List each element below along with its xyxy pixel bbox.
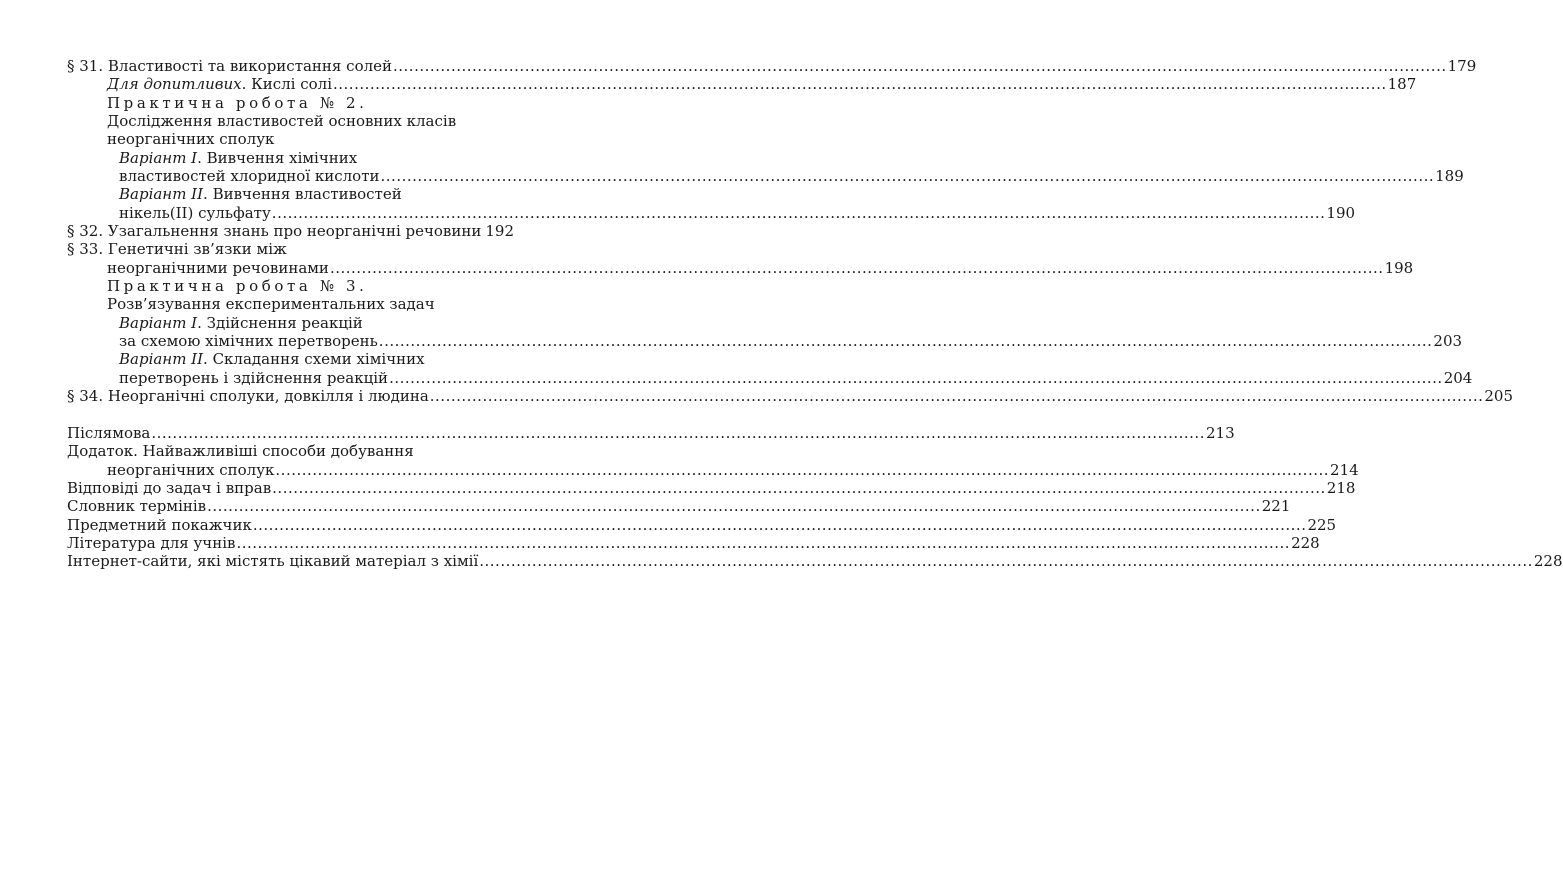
entry-title: Інтернет-сайти, які містять цікавий матеріал з хімії [67,552,479,570]
toc-entry [107,112,514,130]
italic-label: Варіант I [119,314,198,332]
toc-entry-text [119,204,271,222]
toc-entry [119,185,514,203]
toc-entry [119,350,514,368]
entry-title: . Здійснення реакцій [197,314,363,332]
toc-entry [119,369,1473,387]
toc-entry [119,314,514,332]
entry-title: Генетичні зв’язки між [107,240,287,258]
toc-entry [119,167,1464,185]
page-number: 192 [485,222,514,240]
page-number: 189 [1435,167,1464,185]
entry-title: Розв’язування експериментальних задач [107,295,435,313]
toc-entry [119,332,1463,350]
entry-title: Література для учнів [67,534,236,552]
entry-title: Неорганічні сполуки, довкілля і людина [107,387,429,405]
toc-entry-text [67,497,206,515]
dot-leader: ........................................................................................................................................................................................................ [389,369,1443,387]
dot-leader: ........................................................................................................................................................................................................ [252,516,1307,534]
dot-leader: ........................................................................................................................................................................................................ [275,461,1330,479]
toc-entry-text [67,240,287,258]
entry-title: Післямова [67,424,151,442]
page-number: 198 [1384,259,1414,277]
page-number: 204 [1443,369,1473,387]
entry-title: . Вивчення властивостей [203,185,402,203]
toc-entry [67,240,514,258]
toc-entry-text [67,516,252,534]
dot-leader: ........................................................................................................................................................................................................ [207,497,1261,515]
entry-title: неорганічних сполук [107,461,275,479]
entry-title: Узагальнення знань про неорганічні речовини [107,222,482,240]
toc-entry [67,387,1514,405]
toc-entry-text [119,167,380,185]
dot-leader: ........................................................................................................................................................................................................ [380,167,1435,185]
toc-entry-text [67,479,271,497]
toc-entry-text [119,369,388,387]
toc-entry [107,461,1359,479]
page-number: 190 [1326,204,1356,222]
toc-entry-text [67,424,150,442]
entry-title: Додаток. Найважливіші способи добування [67,442,414,460]
italic-label: Варіант I [119,149,198,167]
page-number: 213 [1205,424,1235,442]
dot-leader: ........................................................................................................................................................................................................ [333,75,1387,93]
section-number: § 32. [67,222,108,240]
toc-entry-text [107,295,435,313]
dot-leader: ........................................................................................................................................................................................................ [151,424,1205,442]
entry-title: Практична робота № 3. [107,277,368,295]
toc-entry-text [67,534,235,552]
dot-leader: ........................................................................................................................................................................................................ [429,387,1484,405]
toc-entry [107,295,514,313]
toc-entry-text [107,112,456,130]
section-number: § 34. [67,387,108,405]
page-number: 214 [1330,461,1359,479]
page-number: 203 [1433,332,1463,350]
page-number: 228 [1533,552,1563,570]
toc-entry [67,497,1291,515]
page-number: 221 [1261,497,1291,515]
toc-entry-text [67,387,429,405]
toc-entry-text [107,277,368,295]
toc-entry [107,130,514,148]
toc-entry [67,424,1235,442]
toc-entry-text [119,185,402,203]
toc-entry-text [119,314,363,332]
dot-leader: ........................................................................................................................................................................................................ [393,57,1447,75]
toc-entry [67,442,514,460]
toc-entry [67,479,1356,497]
toc-entry [107,75,1417,93]
toc-entry [107,94,514,112]
italic-label: Варіант II [119,185,204,203]
dot-leader: ........................................................................................................................................................................................................ [236,534,1291,552]
entry-title: . Вивчення хімічних [197,149,358,167]
toc-entry-text [119,350,425,368]
dot-leader: ........................................................................................................................................................................................................ [329,259,1384,277]
entry-title: Відповіді до задач і вправ [67,479,272,497]
entry-title: нікель(ІІ) сульфату [119,204,271,222]
page-number: 187 [1387,75,1417,93]
toc-entry-text [119,332,378,350]
toc-entry [107,259,1414,277]
toc-entry [67,57,1477,75]
entry-title: неорганічних сполук [107,130,275,148]
entry-title: властивостей хлоридної кислоти [119,167,380,185]
page-number: 179 [1447,57,1477,75]
toc-entry-text [119,149,357,167]
toc-entry-text [67,57,392,75]
toc-entry-text [107,461,274,479]
page-number: 225 [1307,516,1337,534]
toc-entry-text [107,259,329,277]
entry-title: за схемою хімічних перетворень [119,332,378,350]
italic-label: Варіант II [119,350,204,368]
entry-title: перетворень і здійснення реакцій [119,369,389,387]
italic-label: Для допитливих [107,75,242,93]
toc-entry-text [67,552,478,570]
page-number: 228 [1291,534,1320,552]
entry-title: Дослідження властивостей основних класів [107,112,457,130]
toc-entry [119,204,1356,222]
toc-entry-text [107,130,274,148]
toc-entry-text [107,75,332,93]
toc-entry [119,149,514,167]
entry-title: Практична робота № 2. [107,94,368,112]
toc-entry-text [67,222,481,240]
dot-leader: ........................................................................................................................................................................................................ [479,552,1533,570]
entry-title: неорганічними речовинами [107,259,329,277]
toc-entry-text [107,94,368,112]
dot-leader: ........................................................................................................................................................................................................ [378,332,1433,350]
entry-title: Властивості та використання солей [107,57,392,75]
toc-entry [67,516,1337,534]
entry-title: Предметний покажчик [67,516,252,534]
dot-leader [482,222,484,240]
section-number: § 33. [67,240,108,258]
toc-entry [67,222,514,240]
toc-entry-text [67,442,414,460]
toc-entry [107,277,514,295]
page-number: 218 [1326,479,1356,497]
entry-title: Словник термінів [67,497,207,515]
toc-entry [67,552,1563,570]
section-number: § 31. [67,57,108,75]
entry-title: . Кислі солі [241,75,332,93]
dot-leader: ........................................................................................................................................................................................................ [272,479,1326,497]
dot-leader: ........................................................................................................................................................................................................ [271,204,1326,222]
page-number: 205 [1484,387,1514,405]
entry-title: . Складання схеми хімічних [203,350,425,368]
toc-entry [67,534,1320,552]
